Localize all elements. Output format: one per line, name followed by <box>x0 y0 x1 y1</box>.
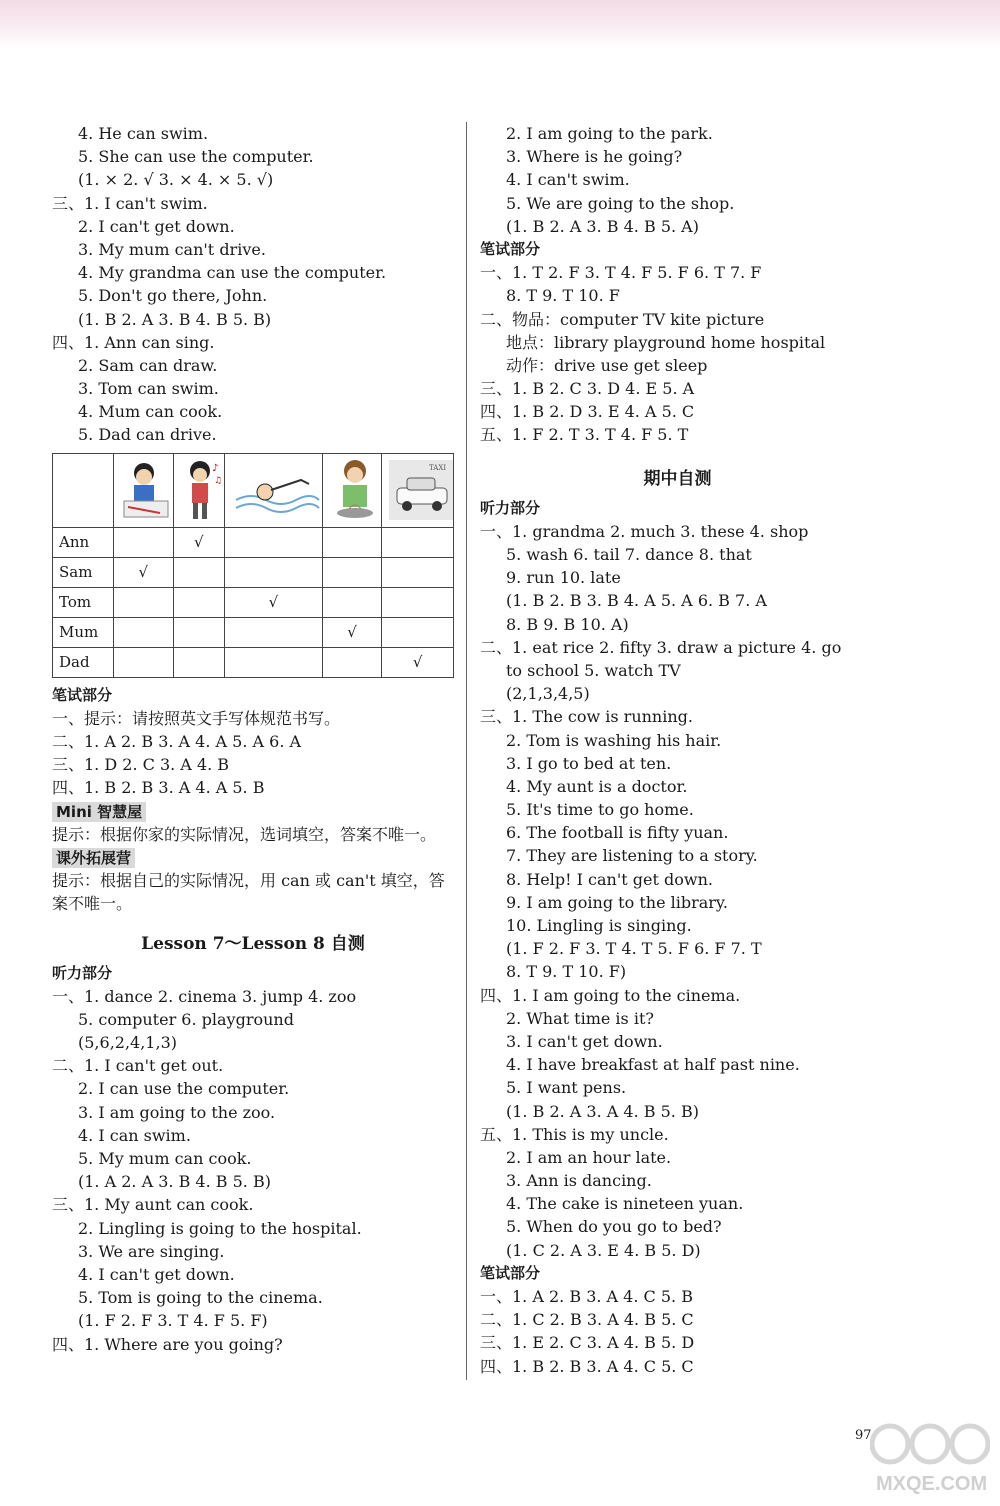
check-cell <box>224 527 322 557</box>
answer-line: 2. I can use the computer. <box>78 1079 290 1099</box>
answer-line: 四、1. B 2. B 3. A 4. C 5. C <box>480 1356 694 1376</box>
answer-line: 2. Lingling is going to the hospital. <box>78 1218 362 1238</box>
check-cell <box>322 527 382 557</box>
answer-line: 五、1. F 2. T 3. T 4. F 5. T <box>480 425 689 445</box>
answer-line: 四、1. Ann can sing. <box>52 332 215 352</box>
answer-line: 6. The football is fifty yuan. <box>506 823 729 843</box>
answer-line: 3. Where is he going? <box>506 147 683 167</box>
ext-head-line <box>52 846 454 869</box>
check-cell <box>114 587 174 617</box>
answer-line: (1. B 2. A 3. B 4. B 5. B) <box>78 309 272 329</box>
table-row <box>53 587 454 617</box>
answer-line: 四、1. B 2. D 3. E 4. A 5. C <box>480 402 695 422</box>
answer-line: 5. She can use the computer. <box>78 147 314 167</box>
svg-text:♪: ♪ <box>211 463 219 475</box>
answer-line: 4. I have breakfast at half past nine. <box>506 1055 800 1075</box>
answer-line: 2. Sam can draw. <box>78 355 218 375</box>
row-name: Sam <box>53 557 114 587</box>
answer-line: 3. I can't get down. <box>506 1031 663 1051</box>
answer-line: 4. My aunt is a doctor. <box>506 776 688 796</box>
page-number: 97 <box>855 1428 872 1443</box>
check-cell <box>322 647 382 677</box>
check-cell: √ <box>322 617 382 647</box>
answer-line: (1. A 2. A 3. B 4. B 5. B) <box>78 1172 271 1192</box>
answer-line: (1. F 2. F 3. T 4. F 5. F) <box>78 1311 268 1331</box>
answer-line: 2. I am going to the park. <box>506 124 713 143</box>
answer-line: 三、1. I can't swim. <box>52 193 208 213</box>
answer-line: 8. T 9. T 10. F) <box>506 962 627 982</box>
answer-line: 二、1. A 2. B 3. A 4. A 5. A 6. A <box>52 732 302 751</box>
answer-line: 4. I can swim. <box>78 1125 191 1145</box>
mini-head-line <box>52 800 454 823</box>
answer-line: 3. Ann is dancing. <box>506 1171 652 1191</box>
ext-text: 提示：根据自己的实际情况，用 can 或 can't 填空，答案不唯一。 <box>52 871 445 914</box>
check-cell <box>322 557 382 587</box>
answer-line: 三、1. E 2. C 3. A 4. B 5. D <box>480 1333 695 1353</box>
boy-drawing-image <box>114 453 174 527</box>
row-name: Mum <box>53 617 114 647</box>
check-cell <box>173 617 224 647</box>
answer-line: (2,1,3,4,5) <box>506 684 590 704</box>
answer-line: 四、1. I am going to the cinema. <box>480 985 741 1005</box>
table-row <box>53 647 454 677</box>
check-cell <box>322 587 382 617</box>
girl-singing-image <box>173 453 224 527</box>
check-cell: √ <box>114 557 174 587</box>
answer-line: (1. B 2. A 3. B 4. B 5. A) <box>506 216 699 236</box>
answer-line: 四、1. B 2. B 3. A 4. A 5. B <box>52 778 265 798</box>
answer-line: 2. I am an hour late. <box>506 1147 672 1167</box>
table-row <box>53 617 454 647</box>
right-listen-answers <box>480 520 875 1262</box>
answer-line: (1. B 2. B 3. B 4. A 5. A 6. B 7. A <box>506 591 767 611</box>
written-section-head: 笔试部分 <box>52 685 113 704</box>
answer-line: 五、1. This is my uncle. <box>480 1124 669 1144</box>
left-mid-answers <box>52 707 454 800</box>
answer-line: 5. My mum can cook. <box>78 1149 252 1169</box>
check-cell <box>224 557 322 587</box>
answer-line: 2. I can't get down. <box>78 216 235 236</box>
answer-line: 二、1. C 2. B 3. A 4. B 5. C <box>480 1310 694 1330</box>
answer-line: 动作：drive use get sleep <box>506 355 708 375</box>
check-cell <box>114 617 174 647</box>
right-written-head: 笔试部分 <box>480 239 541 258</box>
check-cell <box>382 527 454 557</box>
answer-line: 3. My mum can't drive. <box>78 239 266 259</box>
answer-line: 三、1. B 2. C 3. D 4. E 5. A <box>480 379 695 399</box>
right-written-answers <box>480 261 875 447</box>
answer-line: 8. T 9. T 10. F <box>506 286 620 306</box>
answer-line: 5. Tom is going to the cinema. <box>78 1288 323 1308</box>
ability-table <box>52 453 454 678</box>
check-cell <box>173 587 224 617</box>
check-cell <box>224 647 322 677</box>
answer-line: 三、1. The cow is running. <box>480 707 693 727</box>
answer-line: 4. The cake is nineteen yuan. <box>506 1194 744 1214</box>
answer-line: 8. B 9. B 10. A) <box>506 614 629 634</box>
check-cell <box>382 587 454 617</box>
table-row <box>53 557 454 587</box>
answer-line: 一、1. T 2. F 3. T 4. F 5. F 6. T 7. F <box>480 263 762 283</box>
left-column <box>52 122 454 1356</box>
answer-line: 一、1. dance 2. cinema 3. jump 4. zoo <box>52 986 357 1006</box>
answer-line: 三、1. D 2. C 3. A 4. B <box>52 755 230 775</box>
table-body <box>53 527 454 677</box>
answer-line: (1. C 2. A 3. E 4. B 5. D) <box>506 1240 701 1260</box>
answer-line: 一、1. A 2. B 3. A 4. C 5. B <box>480 1287 693 1306</box>
woman-cooking-image <box>322 453 382 527</box>
check-cell <box>382 557 454 587</box>
check-cell: √ <box>382 647 454 677</box>
answer-line: 二、物品：computer TV kite picture <box>480 309 765 329</box>
check-cell <box>114 647 174 677</box>
answer-line: 9. I am going to the library. <box>506 892 728 912</box>
answer-line: 2. What time is it? <box>506 1008 654 1028</box>
right-written-head-2: 笔试部分 <box>480 1263 541 1282</box>
answer-line: (1. × 2. √ 3. × 4. × 5. √) <box>78 170 274 190</box>
listen-section-head: 听力部分 <box>52 963 113 982</box>
check-cell <box>173 647 224 677</box>
lesson-title: Lesson 7～Lesson 8 自测 <box>141 933 365 954</box>
answer-line: 4. I can't get down. <box>78 1264 235 1284</box>
child-swimming-image <box>224 453 322 527</box>
answer-line: 5. Don't go there, John. <box>78 286 268 306</box>
answer-line: (1. F 2. F 3. T 4. T 5. F 6. F 7. T <box>506 939 762 959</box>
left-top-answers <box>52 122 454 447</box>
answer-line: (5,6,2,4,1,3) <box>78 1033 177 1053</box>
answer-line: 3. Tom can swim. <box>78 379 219 399</box>
ext-head: 课外拓展营 <box>52 848 135 868</box>
answer-line: 8. Help! I can't get down. <box>506 869 713 889</box>
answer-line: 3. I go to bed at ten. <box>506 753 672 773</box>
answer-line: 5. It's time to go home. <box>506 800 694 820</box>
answer-line: 3. I am going to the zoo. <box>78 1102 276 1122</box>
answer-line: 9. run 10. late <box>506 568 621 588</box>
row-name: Tom <box>53 587 114 617</box>
answer-line: 5. When do you go to bed? <box>506 1217 722 1237</box>
right-listen-head: 听力部分 <box>480 498 541 517</box>
answer-line: 2. Tom is washing his hair. <box>506 730 722 750</box>
right-column <box>480 122 875 1378</box>
answer-line: (1. B 2. A 3. A 4. B 5. B) <box>506 1101 699 1121</box>
answer-line: 4. I can't swim. <box>506 170 630 190</box>
table-row <box>53 527 454 557</box>
answer-line: 二、1. I can't get out. <box>52 1056 224 1076</box>
answer-line: 10. Lingling is singing. <box>506 916 692 935</box>
answer-line: 5. wash 6. tail 7. dance 8. that <box>506 545 752 564</box>
answer-line: 3. We are singing. <box>78 1241 225 1261</box>
column-divider <box>466 122 467 1380</box>
check-cell <box>224 617 322 647</box>
answer-line: 4. My grandma can use the computer. <box>78 263 387 283</box>
answer-line: 三、1. My aunt can cook. <box>52 1195 254 1215</box>
mini-head: Mini 智慧屋 <box>52 802 146 822</box>
svg-text:♫: ♫ <box>213 476 222 487</box>
answer-line: 5. computer 6. playground <box>78 1009 294 1029</box>
taxi-car-image <box>382 453 454 527</box>
left-bottom-answers <box>52 985 454 1356</box>
right-top-answers <box>480 122 875 238</box>
answer-line: 7. They are listening to a story. <box>506 846 758 866</box>
answer-line: 地点：library playground home hospital <box>506 332 826 352</box>
taxi-label: TAXI <box>428 464 446 473</box>
answer-line: 4. He can swim. <box>78 124 209 143</box>
top-decorative-band <box>0 0 1000 48</box>
answer-line: to school 5. watch TV <box>506 660 681 680</box>
answer-line: 一、提示：请按照英文手写体规范书写。 <box>52 708 341 728</box>
answer-line: 5. We are going to the shop. <box>506 193 735 213</box>
right-written-answers-2 <box>480 1285 875 1378</box>
mini-text: 提示：根据你家的实际情况，选词填空，答案不唯一。 <box>52 824 437 844</box>
answer-line: 四、1. Where are you going? <box>52 1334 283 1354</box>
answer-line: 5. I want pens. <box>506 1078 627 1098</box>
answer-line: 二、1. eat rice 2. fifty 3. draw a picture 4. go <box>480 637 842 657</box>
midterm-title: 期中自测 <box>643 468 712 489</box>
watermark-text: MXQE.COM <box>876 1473 988 1495</box>
table-corner-cell <box>53 453 114 527</box>
answer-line: 一、1. grandma 2. much 3. these 4. shop <box>480 521 809 541</box>
check-cell: √ <box>224 587 322 617</box>
check-cell <box>173 557 224 587</box>
check-cell <box>114 527 174 557</box>
answer-line: 4. Mum can cook. <box>78 402 223 422</box>
row-name: Ann <box>53 527 114 557</box>
answer-line: 5. Dad can drive. <box>78 425 217 445</box>
check-cell: √ <box>173 527 224 557</box>
row-name: Dad <box>53 647 114 677</box>
watermark-logo <box>870 1418 990 1500</box>
table-image-row <box>53 453 454 527</box>
check-cell <box>382 617 454 647</box>
